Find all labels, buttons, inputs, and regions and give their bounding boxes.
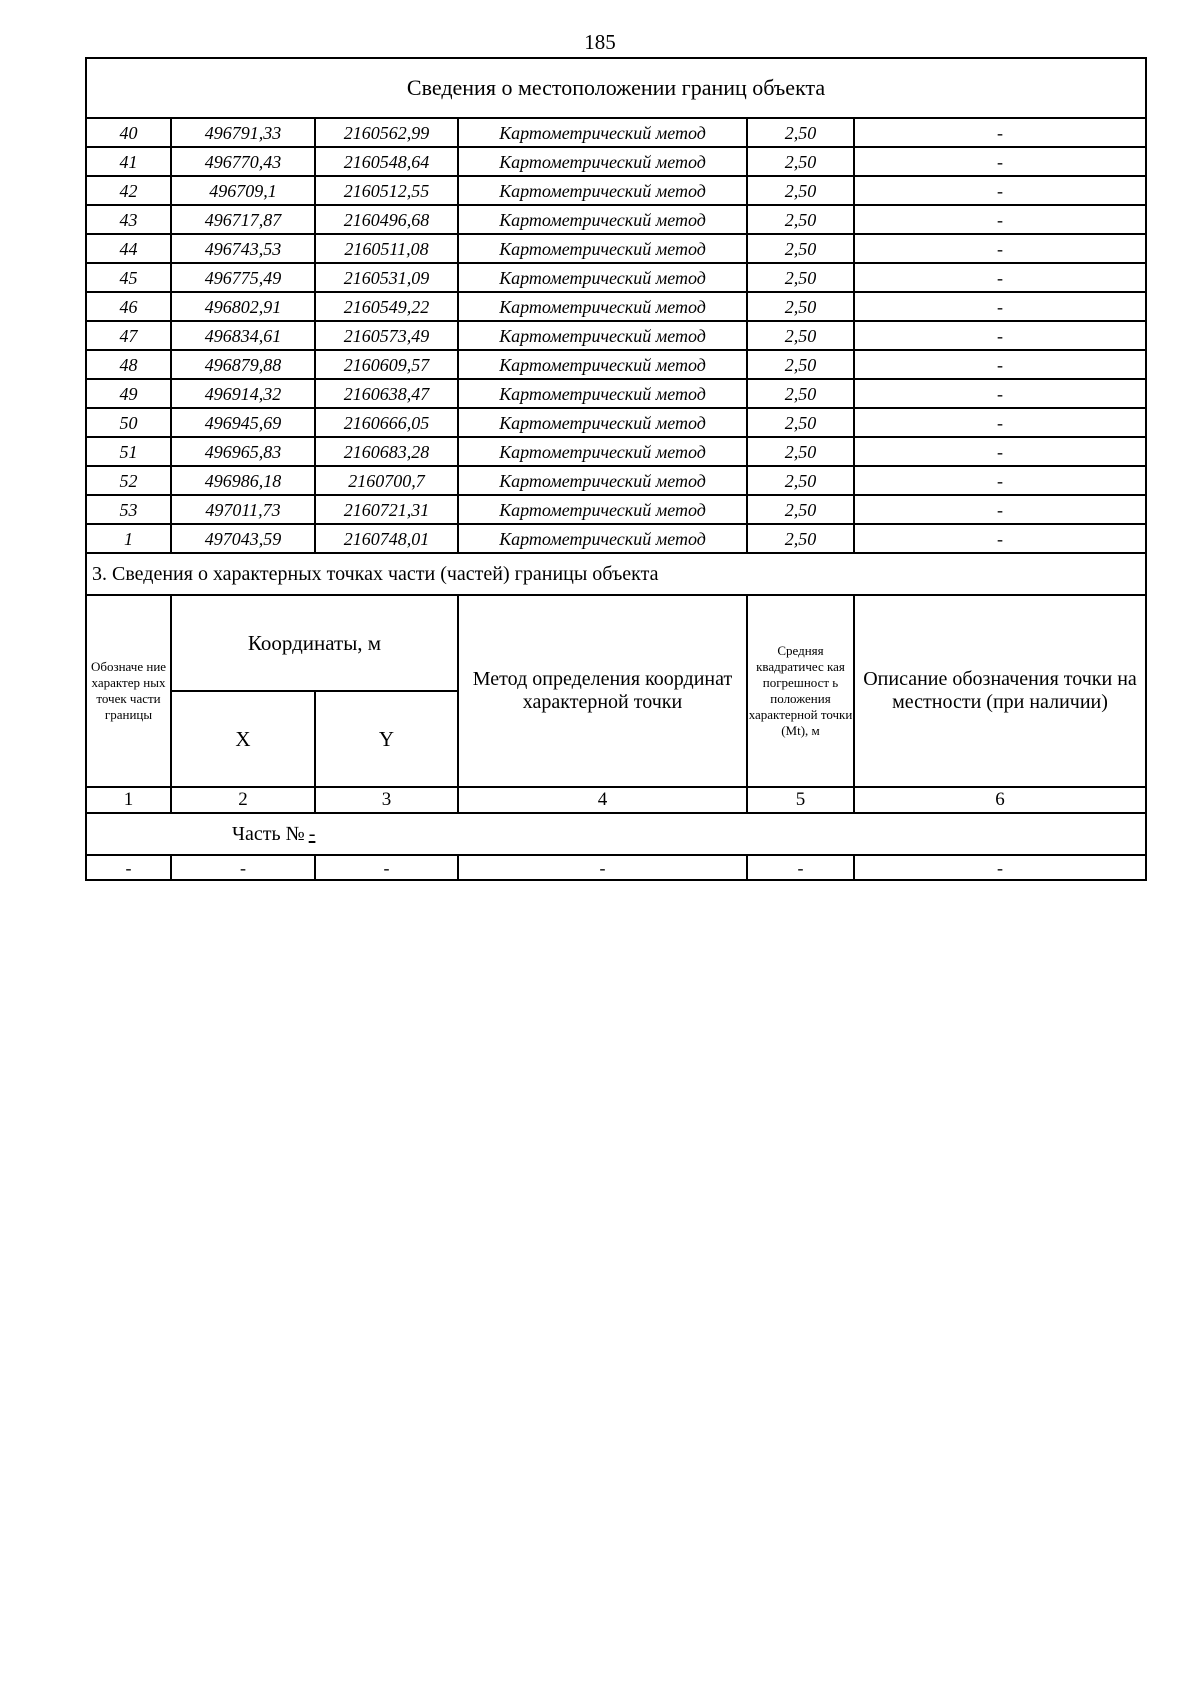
error-cell: 2,50 bbox=[747, 379, 854, 408]
x-coordinate-cell: 496775,49 bbox=[171, 263, 315, 292]
method-cell: Картометрический метод bbox=[458, 350, 747, 379]
error-cell: 2,50 bbox=[747, 350, 854, 379]
empty-cell: - bbox=[315, 855, 458, 880]
error-cell: 2,50 bbox=[747, 466, 854, 495]
x-coordinate-cell: 496879,88 bbox=[171, 350, 315, 379]
header-error: Средняя квадратичес кая погрешност ь положения характерной точки (Mt), м bbox=[747, 595, 854, 787]
point-number-cell: 52 bbox=[86, 466, 171, 495]
x-coordinate-cell: 496945,69 bbox=[171, 408, 315, 437]
table-row bbox=[86, 437, 1146, 466]
description-cell: - bbox=[854, 437, 1146, 466]
y-coordinate-cell: 2160548,64 bbox=[315, 147, 458, 176]
x-coordinate-cell: 497011,73 bbox=[171, 495, 315, 524]
column-number: 2 bbox=[171, 787, 315, 813]
error-cell: 2,50 bbox=[747, 176, 854, 205]
table-row bbox=[86, 118, 1146, 147]
method-cell: Картометрический метод bbox=[458, 408, 747, 437]
x-coordinate-cell: 496965,83 bbox=[171, 437, 315, 466]
point-number-cell: 45 bbox=[86, 263, 171, 292]
table-row bbox=[86, 495, 1146, 524]
empty-data-row bbox=[86, 855, 1146, 880]
method-cell: Картометрический метод bbox=[458, 495, 747, 524]
error-cell: 2,50 bbox=[747, 234, 854, 263]
point-number-cell: 50 bbox=[86, 408, 171, 437]
point-number-cell: 53 bbox=[86, 495, 171, 524]
y-coordinate-cell: 2160562,99 bbox=[315, 118, 458, 147]
method-cell: Картометрический метод bbox=[458, 379, 747, 408]
table-row bbox=[86, 350, 1146, 379]
method-cell: Картометрический метод bbox=[458, 234, 747, 263]
description-cell: - bbox=[854, 205, 1146, 234]
description-cell: - bbox=[854, 118, 1146, 147]
header-point-designation: Обозначе ние характер ных точек части границы bbox=[86, 595, 171, 787]
table-row bbox=[86, 234, 1146, 263]
method-cell: Картометрический метод bbox=[458, 263, 747, 292]
error-cell: 2,50 bbox=[747, 292, 854, 321]
point-number-cell: 43 bbox=[86, 205, 171, 234]
x-coordinate-cell: 497043,59 bbox=[171, 524, 315, 553]
error-cell: 2,50 bbox=[747, 263, 854, 292]
point-number-cell: 49 bbox=[86, 379, 171, 408]
method-cell: Картометрический метод bbox=[458, 292, 747, 321]
y-coordinate-cell: 2160700,7 bbox=[315, 466, 458, 495]
error-cell: 2,50 bbox=[747, 147, 854, 176]
column-number: 5 bbox=[747, 787, 854, 813]
table-row bbox=[86, 524, 1146, 553]
section-title: Сведения о местоположении границ объекта bbox=[86, 58, 1146, 118]
header-x: X bbox=[171, 691, 315, 787]
point-number-cell: 1 bbox=[86, 524, 171, 553]
description-cell: - bbox=[854, 524, 1146, 553]
description-cell: - bbox=[854, 234, 1146, 263]
section3-header-row-top bbox=[86, 595, 1146, 691]
header-coordinates: Координаты, м bbox=[171, 595, 458, 691]
point-number-cell: 46 bbox=[86, 292, 171, 321]
error-cell: 2,50 bbox=[747, 437, 854, 466]
x-coordinate-cell: 496709,1 bbox=[171, 176, 315, 205]
column-number-row bbox=[86, 787, 1146, 813]
method-cell: Картометрический метод bbox=[458, 147, 747, 176]
header-y: Y bbox=[315, 691, 458, 787]
x-coordinate-cell: 496717,87 bbox=[171, 205, 315, 234]
table-row bbox=[86, 321, 1146, 350]
column-number: 4 bbox=[458, 787, 747, 813]
description-cell: - bbox=[854, 466, 1146, 495]
y-coordinate-cell: 2160748,01 bbox=[315, 524, 458, 553]
page-number: 185 bbox=[584, 30, 616, 54]
empty-cell: - bbox=[854, 855, 1146, 880]
point-number-cell: 40 bbox=[86, 118, 171, 147]
point-number-cell: 44 bbox=[86, 234, 171, 263]
column-number: 3 bbox=[315, 787, 458, 813]
y-coordinate-cell: 2160638,47 bbox=[315, 379, 458, 408]
column-number: 1 bbox=[86, 787, 171, 813]
y-coordinate-cell: 2160496,68 bbox=[315, 205, 458, 234]
header-method: Метод определения координат характерной точки bbox=[458, 595, 747, 787]
x-coordinate-cell: 496770,43 bbox=[171, 147, 315, 176]
point-number-cell: 48 bbox=[86, 350, 171, 379]
x-coordinate-cell: 496791,33 bbox=[171, 118, 315, 147]
table-row bbox=[86, 379, 1146, 408]
y-coordinate-cell: 2160683,28 bbox=[315, 437, 458, 466]
error-cell: 2,50 bbox=[747, 495, 854, 524]
method-cell: Картометрический метод bbox=[458, 524, 747, 553]
error-cell: 2,50 bbox=[747, 118, 854, 147]
table-row bbox=[86, 263, 1146, 292]
column-number: 6 bbox=[854, 787, 1146, 813]
table-row bbox=[86, 205, 1146, 234]
description-cell: - bbox=[854, 408, 1146, 437]
y-coordinate-cell: 2160573,49 bbox=[315, 321, 458, 350]
empty-cell: - bbox=[86, 855, 171, 880]
error-cell: 2,50 bbox=[747, 408, 854, 437]
empty-cell: - bbox=[747, 855, 854, 880]
method-cell: Картометрический метод bbox=[458, 176, 747, 205]
y-coordinate-cell: 2160549,22 bbox=[315, 292, 458, 321]
error-cell: 2,50 bbox=[747, 524, 854, 553]
method-cell: Картометрический метод bbox=[458, 437, 747, 466]
method-cell: Картометрический метод bbox=[458, 118, 747, 147]
error-cell: 2,50 bbox=[747, 205, 854, 234]
description-cell: - bbox=[854, 263, 1146, 292]
section3-title: 3. Сведения о характерных точках части (частей) границы объекта bbox=[86, 553, 1146, 595]
empty-cell: - bbox=[458, 855, 747, 880]
section-title-row bbox=[86, 58, 1146, 118]
point-number-cell: 41 bbox=[86, 147, 171, 176]
description-cell: - bbox=[854, 147, 1146, 176]
part-value: - bbox=[308, 822, 316, 845]
y-coordinate-cell: 2160666,05 bbox=[315, 408, 458, 437]
y-coordinate-cell: 2160609,57 bbox=[315, 350, 458, 379]
point-number-cell: 47 bbox=[86, 321, 171, 350]
x-coordinate-cell: 496986,18 bbox=[171, 466, 315, 495]
table-row bbox=[86, 176, 1146, 205]
section3-title-row bbox=[86, 553, 1146, 595]
table-row bbox=[86, 147, 1146, 176]
table-row bbox=[86, 292, 1146, 321]
header-description: Описание обозначения точки на местности (при наличии) bbox=[854, 595, 1146, 787]
part-row bbox=[86, 813, 1146, 855]
empty-cell: - bbox=[171, 855, 315, 880]
x-coordinate-cell: 496834,61 bbox=[171, 321, 315, 350]
point-number-cell: 51 bbox=[86, 437, 171, 466]
description-cell: - bbox=[854, 495, 1146, 524]
description-cell: - bbox=[854, 292, 1146, 321]
y-coordinate-cell: 2160511,08 bbox=[315, 234, 458, 263]
method-cell: Картометрический метод bbox=[458, 466, 747, 495]
table-row bbox=[86, 408, 1146, 437]
method-cell: Картометрический метод bbox=[458, 205, 747, 234]
x-coordinate-cell: 496914,32 bbox=[171, 379, 315, 408]
part-label: Часть № bbox=[232, 822, 305, 845]
description-cell: - bbox=[854, 350, 1146, 379]
description-cell: - bbox=[854, 321, 1146, 350]
table-row bbox=[86, 466, 1146, 495]
error-cell: 2,50 bbox=[747, 321, 854, 350]
part-cell bbox=[86, 813, 1146, 855]
y-coordinate-cell: 2160531,09 bbox=[315, 263, 458, 292]
method-cell: Картометрический метод bbox=[458, 321, 747, 350]
y-coordinate-cell: 2160512,55 bbox=[315, 176, 458, 205]
y-coordinate-cell: 2160721,31 bbox=[315, 495, 458, 524]
description-cell: - bbox=[854, 176, 1146, 205]
boundary-table bbox=[85, 57, 1147, 881]
description-cell: - bbox=[854, 379, 1146, 408]
x-coordinate-cell: 496743,53 bbox=[171, 234, 315, 263]
point-number-cell: 42 bbox=[86, 176, 171, 205]
x-coordinate-cell: 496802,91 bbox=[171, 292, 315, 321]
